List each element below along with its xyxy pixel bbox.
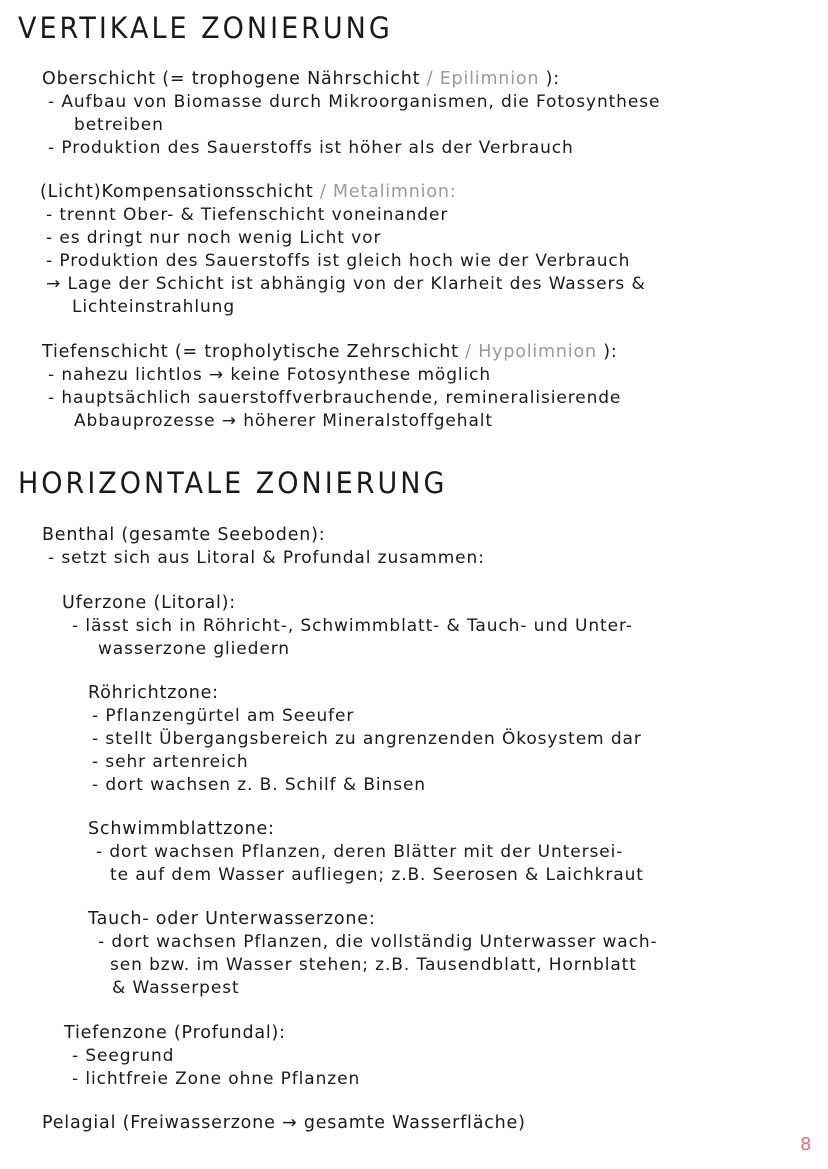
kompensation-block: [40, 181, 646, 319]
list-item: - dort wachsen Pflanzen, deren Blätter mit der Untersei-: [96, 842, 624, 862]
tiefenzone-block: [64, 1022, 360, 1091]
benthal-heading: Benthal (gesamte Seeboden):: [42, 525, 326, 545]
tiefenschicht-block: [42, 341, 621, 433]
kompensation-heading-main: (Licht)Kompensationsschicht: [40, 182, 314, 202]
tiefenzone-heading: Tiefenzone (Profundal):: [64, 1023, 286, 1043]
list-item: wasserzone gliedern: [98, 639, 290, 659]
list-item: - Seegrund: [72, 1046, 175, 1066]
list-item: - hauptsächlich sauerstoffverbrauchende, remineralisierende: [48, 388, 622, 408]
list-item: sen bzw. im Wasser stehen; z.B. Tausendblatt, Hornblatt: [110, 955, 637, 975]
pelagial-line: Pelagial (Freiwasserzone → gesamte Wasserfläche): [42, 1113, 526, 1133]
tiefenschicht-heading-grey: / Hypolimnion: [458, 342, 604, 362]
list-item: - setzt sich aus Litoral & Profundal zusammen:: [48, 548, 485, 568]
schwimmblattzone-block: [88, 818, 644, 887]
list-item: - dort wachsen Pflanzen, die vollständig Unterwasser wach-: [98, 932, 658, 952]
list-item: - Produktion des Sauerstoffs ist höher als der Verbrauch: [48, 138, 574, 158]
tauchzone-block: [88, 908, 658, 1000]
kompensation-heading: [40, 181, 646, 204]
list-item: - stellt Übergangsbereich zu angrenzenden Ökosystem dar: [92, 729, 642, 749]
list-item: betreiben: [74, 115, 164, 135]
list-item: - dort wachsen z. B. Schilf & Binsen: [92, 775, 426, 795]
list-item: Abbauprozesse → höherer Mineralstoffgehalt: [74, 411, 493, 431]
uferzone-heading: Uferzone (Litoral):: [62, 593, 236, 613]
tauchzone-heading: Tauch- oder Unterwasserzone:: [88, 909, 376, 929]
list-item: - Produktion des Sauerstoffs ist gleich hoch wie der Verbrauch: [46, 251, 631, 271]
list-item: - lässt sich in Röhricht-, Schwimmblatt- & Tauch- und Unter-: [72, 616, 633, 636]
list-item: - nahezu lichtlos → keine Fotosynthese möglich: [48, 365, 492, 385]
list-item: → Lage der Schicht ist abhängig von der Klarheit des Wassers &: [46, 274, 646, 294]
list-item: & Wasserpest: [112, 978, 240, 998]
oberschicht-heading-main: Oberschicht (= trophogene Nährschicht: [42, 69, 421, 89]
oberschicht-heading: [42, 68, 660, 91]
list-item: - es dringt nur noch wenig Licht vor: [46, 228, 382, 248]
tiefenschicht-heading-main: Tiefenschicht (= tropholytische Zehrschicht: [42, 342, 459, 362]
tiefenschicht-heading-tail: ):: [603, 342, 618, 362]
list-item: Lichteinstrahlung: [72, 297, 236, 317]
tiefenschicht-heading: [42, 341, 621, 364]
list-item: - Pflanzengürtel am Seeufer: [92, 706, 355, 726]
section-title-horizontal: HORIZONTALE ZONIERUNG: [18, 467, 448, 501]
list-item: - Aufbau von Biomasse durch Mikroorganismen, die Fotosynthese: [48, 92, 661, 112]
page-number: 8: [800, 1134, 812, 1155]
oberschicht-heading-grey: / Epilimnion: [420, 69, 546, 89]
benthal-block: [42, 524, 485, 570]
uferzone-block: [62, 592, 633, 661]
oberschicht-heading-tail: ):: [545, 69, 560, 89]
list-item: - lichtfreie Zone ohne Pflanzen: [72, 1069, 361, 1089]
roehrichtzone-heading: Röhrichtzone:: [88, 683, 219, 703]
list-item: - sehr artenreich: [92, 752, 249, 772]
schwimmblattzone-heading: Schwimmblattzone:: [88, 819, 275, 839]
list-item: - trennt Ober- & Tiefenschicht voneinander: [46, 205, 449, 225]
list-item: te auf dem Wasser aufliegen; z.B. Seerosen & Laichkraut: [110, 865, 644, 885]
kompensation-heading-grey: / Metalimnion: [313, 182, 450, 202]
oberschicht-block: [42, 68, 660, 160]
kompensation-heading-tail: :: [449, 182, 457, 202]
roehrichtzone-block: [88, 682, 642, 797]
section-title-vertical: VERTIKALE ZONIERUNG: [18, 12, 393, 46]
